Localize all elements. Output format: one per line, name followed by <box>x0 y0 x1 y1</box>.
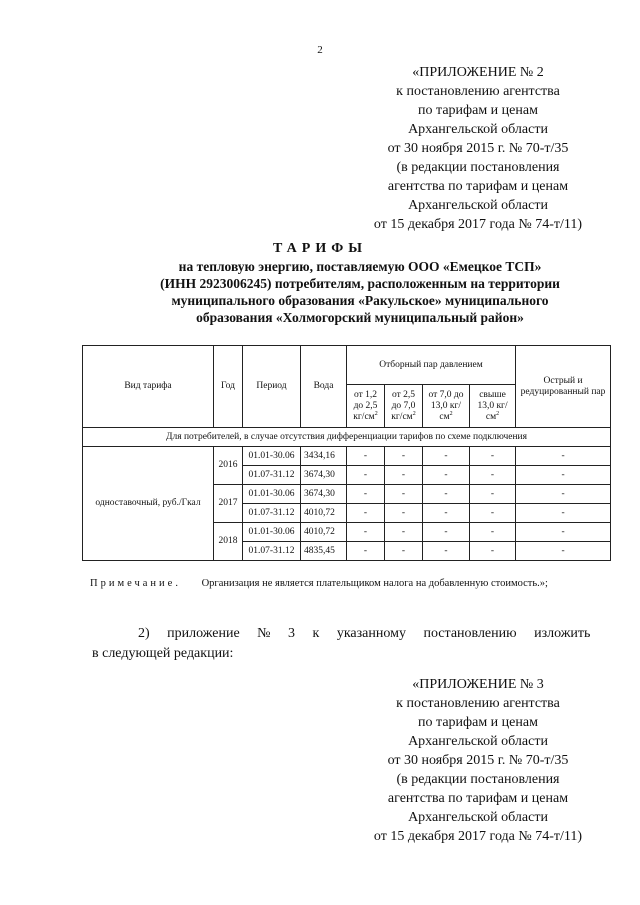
subtitle-line: на тепловую энергию, поставляемую ООО «Емецкое ТСП» <box>178 259 542 274</box>
water-cell: 3434,16 <box>301 447 347 466</box>
header-sharp-steam: Острый и редуцированный пар <box>516 346 611 428</box>
header-tariff-type: Вид тарифа <box>83 346 214 428</box>
appendix-line: к постановлению агентства <box>396 84 560 99</box>
table-note-row: Для потребителей, в случае отсутствия дифференциации тарифов по схеме подключения <box>83 428 611 447</box>
steam-cell: - <box>347 466 385 485</box>
steam-cell: - <box>385 542 423 561</box>
sharp-cell: - <box>516 523 611 542</box>
appendix-line: Архангельской области <box>408 122 548 137</box>
tariff-type-cell: одноставочный, руб./Гкал <box>83 447 214 561</box>
year-cell: 2018 <box>214 523 243 561</box>
appendix-header-2 <box>328 675 628 846</box>
body-paragraph <box>92 624 600 664</box>
period-cell: 01.07-31.12 <box>243 542 301 561</box>
steam-cell: - <box>423 523 470 542</box>
steam-cell: - <box>347 542 385 561</box>
steam-cell: - <box>385 523 423 542</box>
year-cell: 2016 <box>214 447 243 485</box>
steam-cell: - <box>470 466 516 485</box>
appendix-header-1 <box>328 63 628 234</box>
steam-cell: - <box>385 504 423 523</box>
appendix-line: от 15 декабря 2017 года № 74-т/11) <box>373 829 583 844</box>
header-steam-group: Отборный пар давлением <box>347 346 516 385</box>
appendix-line: от 30 ноября 2015 г. № 70-т/35 <box>387 141 569 156</box>
appendix-line: (в редакции постановления <box>396 772 560 787</box>
steam-cell: - <box>385 485 423 504</box>
footnote-label: Примечание. <box>90 578 181 589</box>
document-title: ТАРИФЫ <box>273 241 367 256</box>
appendix-line: по тарифам и ценам <box>418 103 538 118</box>
appendix-line: «ПРИЛОЖЕНИЕ № 3 <box>412 677 544 692</box>
appendix-line: от 30 ноября 2015 г. № 70-т/35 <box>387 753 569 768</box>
paragraph-line: 2) приложение № 3 к указанному постановлению изложить <box>138 626 591 641</box>
table-footnote <box>90 578 630 589</box>
header-steam-col-4: свыше 13,0 $кг/см^2$ <box>470 385 516 428</box>
document-subtitle <box>80 258 640 326</box>
water-cell: 4010,72 <box>301 523 347 542</box>
header-period: Период <box>243 346 301 428</box>
subtitle-line: (ИНН 2923006245) потребителям, расположенным на территории <box>160 276 560 291</box>
water-cell: 3674,30 <box>301 466 347 485</box>
steam-cell: - <box>347 447 385 466</box>
steam-cell: - <box>423 447 470 466</box>
page-number: 2 <box>317 44 323 56</box>
year-cell: 2017 <box>214 485 243 523</box>
appendix-line: Архангельской области <box>408 734 548 749</box>
period-cell: 01.07-31.12 <box>243 466 301 485</box>
steam-cell: - <box>470 504 516 523</box>
period-cell: 01.07-31.12 <box>243 504 301 523</box>
steam-cell: - <box>423 485 470 504</box>
sharp-cell: - <box>516 485 611 504</box>
steam-cell: - <box>347 523 385 542</box>
water-cell: 4010,72 <box>301 504 347 523</box>
appendix-line: «ПРИЛОЖЕНИЕ № 2 <box>412 65 544 80</box>
period-cell: 01.01-30.06 <box>243 447 301 466</box>
appendix-line: агентства по тарифам и ценам <box>387 791 569 806</box>
period-cell: 01.01-30.06 <box>243 523 301 542</box>
header-year: Год <box>214 346 243 428</box>
paragraph-line: в следующей редакции: <box>92 646 234 661</box>
appendix-line: Архангельской области <box>408 198 548 213</box>
sharp-cell: - <box>516 504 611 523</box>
appendix-line: по тарифам и ценам <box>418 715 538 730</box>
steam-cell: - <box>470 485 516 504</box>
steam-cell: - <box>385 447 423 466</box>
steam-cell: - <box>470 523 516 542</box>
water-cell: 4835,45 <box>301 542 347 561</box>
appendix-line: (в редакции постановления <box>396 160 560 175</box>
steam-cell: - <box>347 504 385 523</box>
water-cell: 3674,30 <box>301 485 347 504</box>
appendix-line: от 15 декабря 2017 года № 74-т/11) <box>373 217 583 232</box>
sharp-cell: - <box>516 542 611 561</box>
sharp-cell: - <box>516 447 611 466</box>
appendix-line: Архангельской области <box>408 810 548 825</box>
table-row <box>83 447 611 466</box>
steam-cell: - <box>470 542 516 561</box>
steam-cell: - <box>385 466 423 485</box>
steam-cell: - <box>347 485 385 504</box>
steam-cell: - <box>423 466 470 485</box>
header-steam-col-2: от 2,5 до 7,0 $кг/см^2$ <box>385 385 423 428</box>
steam-cell: - <box>423 542 470 561</box>
subtitle-line: образования «Холмогорский муниципальный район» <box>196 310 524 325</box>
header-steam-col-3: от 7,0 до 13,0 $кг/см^2$ <box>423 385 470 428</box>
sharp-cell: - <box>516 466 611 485</box>
subtitle-line: муниципального образования «Ракульское» муниципального <box>171 293 549 308</box>
footnote-text: Организация не является плательщиком налога на добавленную стоимость.»; <box>201 578 548 589</box>
steam-cell: - <box>423 504 470 523</box>
steam-cell: - <box>470 447 516 466</box>
header-steam-col-1: от 1,2 до 2,5 $кг/см^2$ <box>347 385 385 428</box>
appendix-line: к постановлению агентства <box>396 696 560 711</box>
tariff-table <box>82 345 611 561</box>
appendix-line: агентства по тарифам и ценам <box>387 179 569 194</box>
header-water: Вода <box>301 346 347 428</box>
period-cell: 01.01-30.06 <box>243 485 301 504</box>
